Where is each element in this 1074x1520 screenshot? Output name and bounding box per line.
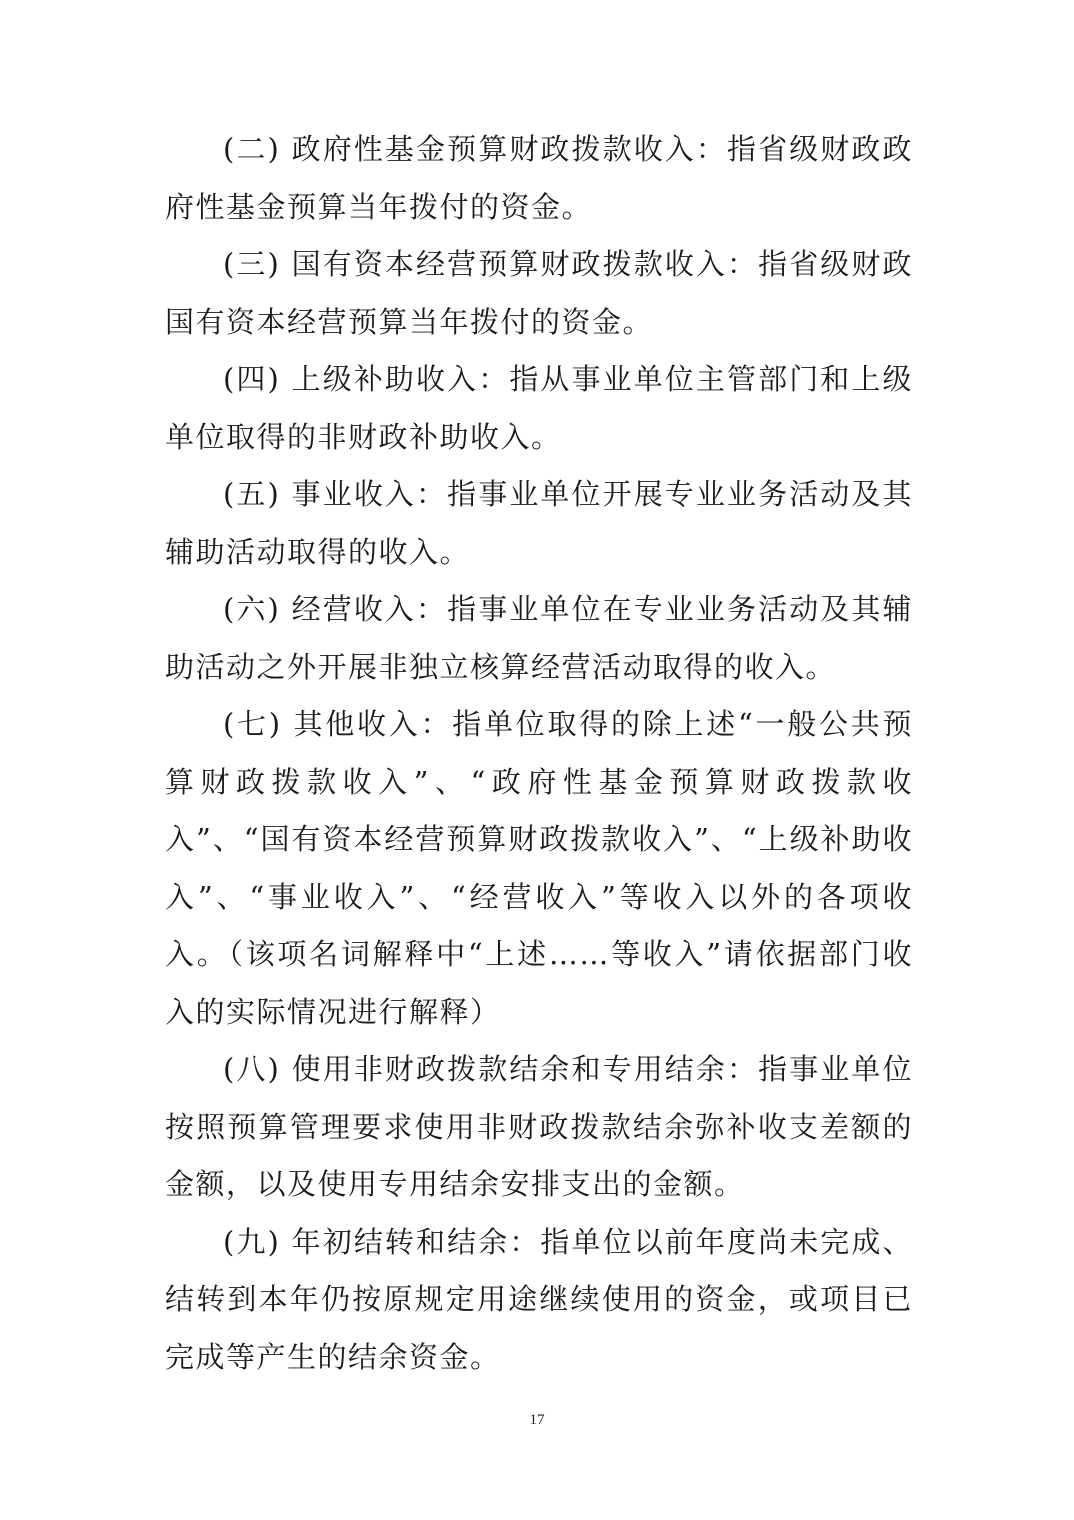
document-body (165, 121, 913, 1386)
paragraph-business-income: (五) 事业收入：指事业单位开展专业业务活动及其辅助活动取得的收入。 (165, 477, 913, 569)
paragraph-carryover-balance: (九) 年初结转和结余：指单位以前年度尚未完成、结转到本年仍按原规定用途继续使用的资金，或项目已完成等产生的结余资金。 (165, 1224, 913, 1374)
paragraph-superior-subsidy-income: (四) 上级补助收入：指从事业单位主管部门和上级单位取得的非财政补助收入。 (165, 362, 913, 454)
paragraph-use-of-balance: (八) 使用非财政拨款结余和专用结余：指事业单位按照预算管理要求使用非财政拨款结余弥补收支差额的金额，以及使用专用结余安排支出的金额。 (165, 1052, 913, 1201)
paragraph-operating-income: (六) 经营收入：指事业单位在专业业务活动及其辅助活动之外开展非独立核算经营活动取得的收入。 (165, 592, 913, 684)
paragraph-state-capital-income: (三) 国有资本经营预算财政拨款收入：指省级财政国有资本经营预算当年拨付的资金。 (165, 247, 913, 339)
paragraph-other-income: (七) 其他收入：指单位取得的除上述“一般公共预算财政拨款收入”、“政府性基金预算财政拨款收入”、“国有资本经营预算财政拨款收入”、“上级补助收入”、“事业收入”、“经营收入”等收入以外的各项收入。（该项名词解释中“上述……等收入”请依据部门收入的实际情况进行解释） (165, 707, 913, 1029)
page-number: 17 (529, 1412, 545, 1428)
paragraph-government-fund-income: (二) 政府性基金预算财政拨款收入：指省级财政政府性基金预算当年拨付的资金。 (165, 132, 913, 224)
